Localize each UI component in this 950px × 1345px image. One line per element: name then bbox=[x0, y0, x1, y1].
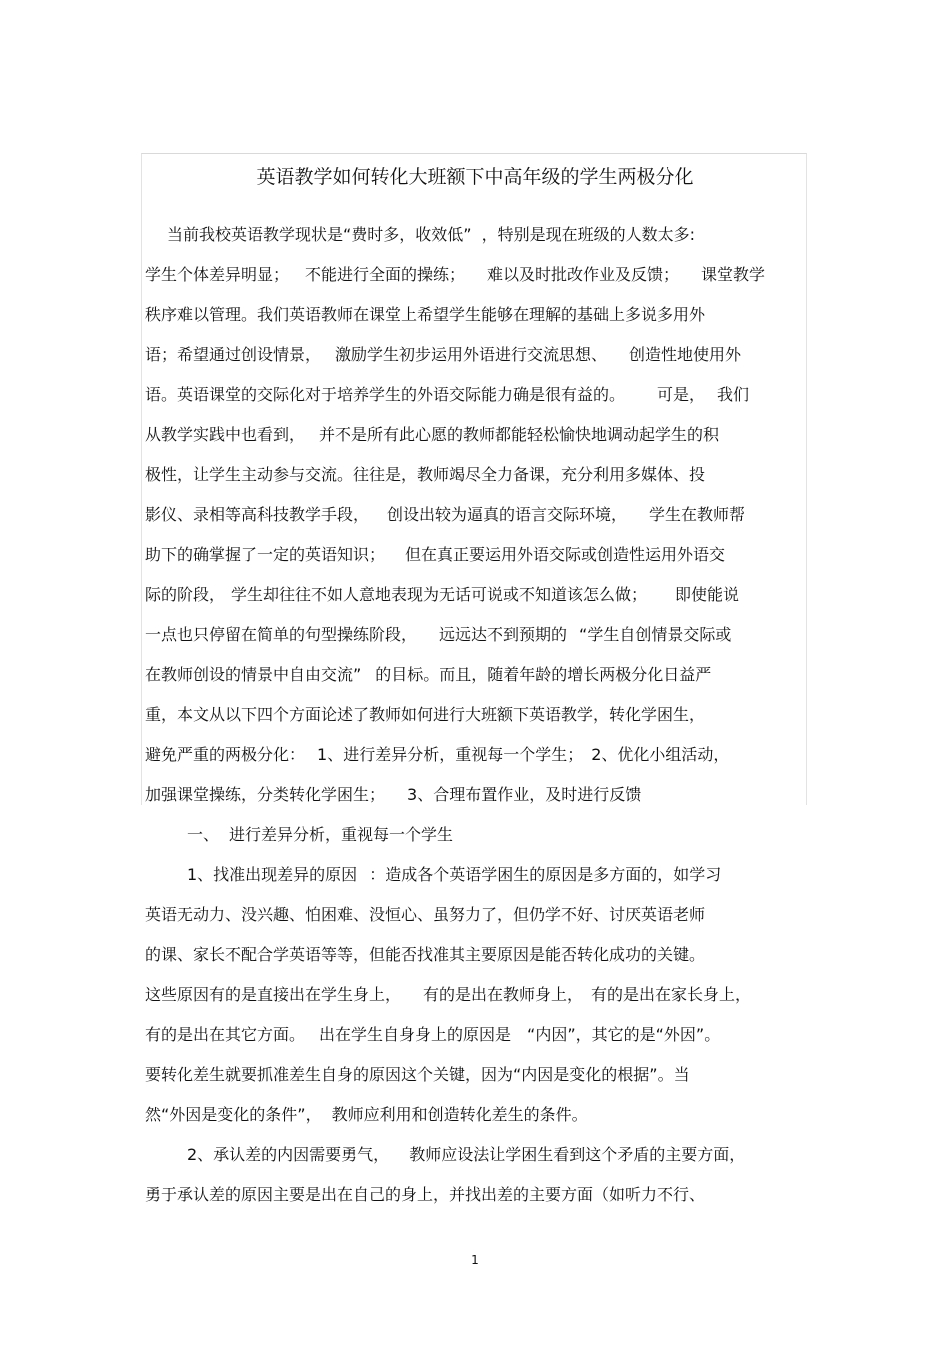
body-line bbox=[145, 984, 751, 1006]
text-segment: 要转化差生就要抓准差生自身的原因这个关键，因为“内因是变化的根据”。当 bbox=[145, 1065, 690, 1084]
text-segment: 课堂教学 bbox=[701, 265, 766, 284]
text-segment: 有的是出在教师身上， bbox=[423, 985, 584, 1004]
document-title: 英语教学如何转化大班额下中高年级的学生两极分化 bbox=[256, 166, 694, 188]
body-line bbox=[145, 1064, 690, 1086]
text-segment: 但在真正要运用外语交际或创造性运用外语交 bbox=[405, 545, 726, 564]
body-line bbox=[145, 1024, 720, 1046]
abstract-line bbox=[145, 704, 705, 726]
text-segment: 2、优化小组活动， bbox=[591, 745, 730, 764]
text-segment: 进行差异分析，重视每一个学生 bbox=[229, 825, 454, 844]
abstract-line bbox=[145, 584, 739, 606]
abstract-line bbox=[145, 464, 705, 486]
text-segment: 重，本文从以下四个方面论述了教师如何进行大班额下英语教学，转化学困生， bbox=[145, 705, 706, 724]
text-segment: 3、合理布置作业，及时进行反馈 bbox=[407, 785, 642, 804]
text-segment: 可是， bbox=[657, 385, 706, 404]
text-segment: 不能进行全面的操练； bbox=[305, 265, 466, 284]
text-segment: 我们 bbox=[717, 385, 750, 404]
section-heading bbox=[187, 824, 453, 846]
text-segment: “学生自创情景交际或 bbox=[579, 625, 732, 644]
abstract-line bbox=[145, 504, 745, 526]
text-segment: 然“外因是变化的条件”， bbox=[145, 1105, 322, 1124]
text-segment: 际的阶段， bbox=[145, 585, 226, 604]
abstract-line bbox=[145, 264, 765, 286]
text-segment: “内因”，其它的是“外因”。 bbox=[527, 1025, 721, 1044]
body-line bbox=[145, 904, 705, 926]
abstract-line bbox=[167, 224, 695, 246]
body-line bbox=[145, 1184, 705, 1206]
text-segment: 助下的确掌握了一定的英语知识； bbox=[145, 545, 386, 564]
text-segment: ，特别是现在班级的人数太多: bbox=[481, 225, 695, 244]
text-segment: 2、承认差的内因需要勇气， bbox=[187, 1145, 390, 1164]
text-segment: 教师应设法让学困生看到这个矛盾的主要方面， bbox=[409, 1145, 746, 1164]
text-segment: 的目标。而且，随着年龄的增长两极分化日益严 bbox=[375, 665, 712, 684]
text-segment: 一、 bbox=[187, 825, 220, 844]
text-segment: 极性，让学生主动参与交流。往往是，教师竭尽全力备课，充分利用多媒体、投 bbox=[145, 465, 706, 484]
text-segment: 当前我校英语教学现状是“费时多，收效低” bbox=[167, 225, 472, 244]
body-line bbox=[145, 1104, 588, 1126]
abstract-line bbox=[145, 664, 711, 686]
text-segment: 一点也只停留在简单的句型操练阶段， bbox=[145, 625, 418, 644]
text-segment: 勇于承认差的原因主要是出在自己的身上，并找出差的主要方面（如听力不行、 bbox=[145, 1185, 706, 1204]
body-line bbox=[145, 944, 705, 966]
text-segment: 有的是出在家长身上， bbox=[591, 985, 752, 1004]
abstract-line bbox=[145, 624, 731, 646]
text-segment: 即使能说 bbox=[675, 585, 740, 604]
text-segment: 避免严重的两极分化： bbox=[145, 745, 306, 764]
abstract-line bbox=[145, 384, 749, 406]
text-segment: 学生在教师帮 bbox=[649, 505, 746, 524]
text-segment: 远远达不到预期的 bbox=[439, 625, 568, 644]
text-segment: 学生却往往不如人意地表现为无话可说或不知道该怎么做； bbox=[231, 585, 648, 604]
text-segment: 这些原因有的是直接出在学生身上， bbox=[145, 985, 402, 1004]
text-segment: 的课、家长不配合学英语等等，但能否找准其主要原因是能否转化成功的关键。 bbox=[145, 945, 706, 964]
abstract-line bbox=[145, 784, 641, 806]
text-segment: 创设出较为逼真的语言交际环境， bbox=[387, 505, 628, 524]
text-segment: 从教学实践中也看到， bbox=[145, 425, 306, 444]
text-segment: ：造成各个英语学困生的原因是多方面的，如学习 bbox=[369, 865, 722, 884]
text-segment: 学生个体差异明显； bbox=[145, 265, 290, 284]
text-segment: 1、找准出现差异的原因 bbox=[187, 865, 358, 884]
abstract-line bbox=[145, 424, 719, 446]
text-segment: 教师应利用和创造转化差生的条件。 bbox=[331, 1105, 588, 1124]
text-segment: 语。英语课堂的交际化对于培养学生的外语交际能力确是很有益的。 bbox=[145, 385, 626, 404]
text-segment: 秩序难以管理。我们英语教师在课堂上希望学生能够在理解的基础上多说多用外 bbox=[145, 305, 706, 324]
text-segment: 影仪、录相等高科技教学手段， bbox=[145, 505, 370, 524]
text-segment: 创造性地使用外 bbox=[629, 345, 742, 364]
text-segment: 难以及时批改作业及反馈； bbox=[487, 265, 680, 284]
text-segment: 出在学生自身身上的原因是 bbox=[319, 1025, 512, 1044]
page-number: 1 bbox=[471, 1253, 479, 1267]
abstract-line bbox=[145, 344, 741, 366]
text-segment: 激励学生初步运用外语进行交流思想、 bbox=[335, 345, 608, 364]
text-segment: 并不是所有此心愿的教师都能轻松愉快地调动起学生的积 bbox=[319, 425, 720, 444]
body-line bbox=[187, 1144, 745, 1166]
abstract-line bbox=[145, 744, 729, 766]
abstract-line bbox=[145, 304, 705, 326]
text-segment: 加强课堂操练，分类转化学困生； bbox=[145, 785, 386, 804]
text-segment: 语；希望通过创设情景， bbox=[145, 345, 322, 364]
body-line bbox=[187, 864, 721, 886]
text-segment: 1、进行差异分析，重视每一个学生； bbox=[317, 745, 584, 764]
text-segment: 英语无动力、没兴趣、怕困难、没恒心、虽努力了，但仍学不好、讨厌英语老师 bbox=[145, 905, 706, 924]
text-segment: 有的是出在其它方面。 bbox=[145, 1025, 306, 1044]
abstract-line bbox=[145, 544, 725, 566]
text-segment: 在教师创设的情景中自由交流” bbox=[145, 665, 362, 684]
